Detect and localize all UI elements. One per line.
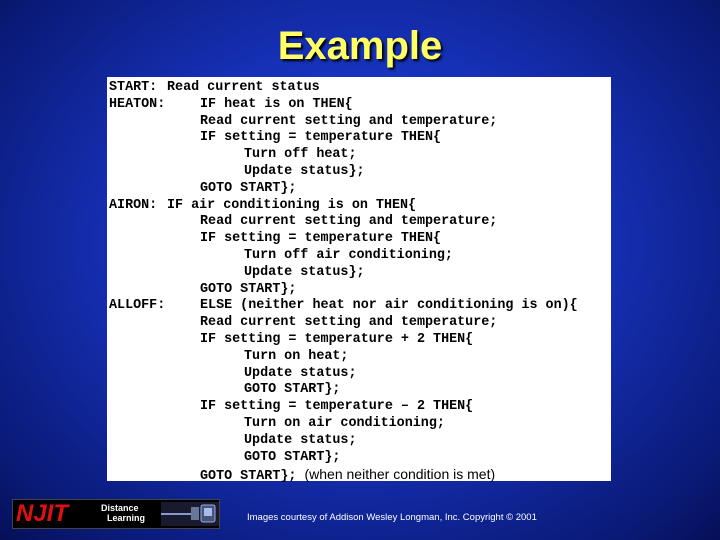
njit-logo — [12, 499, 220, 529]
code-statement — [200, 399, 473, 416]
code-line — [109, 450, 611, 467]
image-credit: Images courtesy of Addison Wesley Longman, Inc. Copyright © 2001 — [247, 512, 537, 523]
code-line — [109, 198, 611, 215]
code-line — [109, 97, 611, 114]
code-statement — [200, 181, 296, 198]
code-line — [109, 315, 611, 332]
code-statement — [167, 198, 416, 215]
code-line — [109, 130, 611, 147]
logo-subtitle-line2: Learning — [107, 513, 146, 523]
code-statement — [244, 248, 453, 265]
code-statement — [244, 366, 357, 383]
code-note: (when neither condition is met) — [304, 466, 496, 483]
code-statement — [200, 114, 497, 131]
code-line — [109, 416, 611, 433]
code-line — [109, 349, 611, 366]
code-text: Turn off air conditioning; — [244, 247, 453, 263]
code-statement — [200, 231, 441, 248]
code-line — [109, 265, 611, 282]
code-text: Turn on heat; — [244, 348, 349, 364]
logo-graphic-icon — [161, 502, 219, 526]
code-statement — [200, 130, 441, 147]
code-statement — [200, 315, 497, 332]
code-text: IF setting = temperature – 2 THEN{ — [200, 399, 474, 415]
code-line — [109, 181, 611, 198]
code-line — [109, 298, 611, 315]
code-line — [109, 399, 611, 416]
code-line — [109, 433, 611, 450]
code-text: IF setting = temperature THEN{ — [200, 130, 442, 146]
code-text: Read current setting and temperature; — [200, 214, 498, 230]
slide-title: Example — [277, 24, 443, 68]
code-statement — [244, 382, 340, 399]
code-line — [109, 80, 611, 97]
code-text: ELSE (neither heat nor air conditioning is on){ — [200, 298, 578, 314]
code-line — [109, 366, 611, 383]
code-statement — [244, 433, 357, 450]
code-text: IF air conditioning is on THEN{ — [167, 197, 417, 213]
code-line — [109, 382, 611, 399]
code-text: Read current setting and temperature; — [200, 113, 498, 129]
code-text: Update status}; — [244, 163, 365, 179]
code-statement — [200, 282, 296, 299]
code-text: Turn off heat; — [244, 147, 357, 163]
code-text: Update status; — [244, 432, 357, 448]
code-statement — [244, 164, 365, 181]
code-text: Read current setting and temperature; — [200, 315, 498, 331]
code-statement — [244, 416, 445, 433]
code-statement — [200, 214, 497, 231]
code-statement — [200, 97, 353, 114]
code-line — [109, 231, 611, 248]
code-label: ALLOFF: — [109, 298, 166, 314]
code-statement — [244, 147, 357, 164]
code-text: Update status}; — [244, 264, 365, 280]
code-text: GOTO START}; — [200, 469, 297, 485]
code-text: Turn on air conditioning; — [244, 415, 445, 431]
code-line — [109, 332, 611, 349]
code-statement — [167, 80, 320, 97]
code-text: Update status; — [244, 365, 357, 381]
code-statement — [244, 349, 348, 366]
code-line — [109, 466, 611, 483]
code-label: AIRON: — [109, 197, 158, 213]
code-line — [109, 164, 611, 181]
code-label: START: — [109, 80, 158, 95]
code-text: GOTO START}; — [200, 281, 297, 297]
code-text: IF setting = temperature + 2 THEN{ — [200, 331, 474, 347]
logo-subtitle-line1: Distance — [101, 503, 139, 513]
code-line — [109, 248, 611, 265]
code-statement — [244, 265, 365, 282]
code-statement — [200, 332, 473, 349]
code-text: IF heat is on THEN{ — [200, 96, 353, 112]
code-label: HEATON: — [109, 96, 166, 112]
code-text: IF setting = temperature THEN{ — [200, 231, 442, 247]
code-statement — [200, 466, 495, 486]
code-panel — [107, 77, 611, 485]
logo-word: NJIT — [16, 500, 69, 527]
code-text: GOTO START}; — [244, 449, 341, 465]
logo-subtitle — [101, 503, 161, 523]
code-text: Read current status — [167, 80, 320, 95]
code-statement — [200, 298, 578, 315]
code-text: GOTO START}; — [244, 382, 341, 398]
code-line — [109, 282, 611, 299]
code-line — [109, 147, 611, 164]
code-statement — [244, 450, 340, 467]
code-line — [109, 214, 611, 231]
code-text: GOTO START}; — [200, 180, 297, 196]
code-line — [109, 114, 611, 131]
